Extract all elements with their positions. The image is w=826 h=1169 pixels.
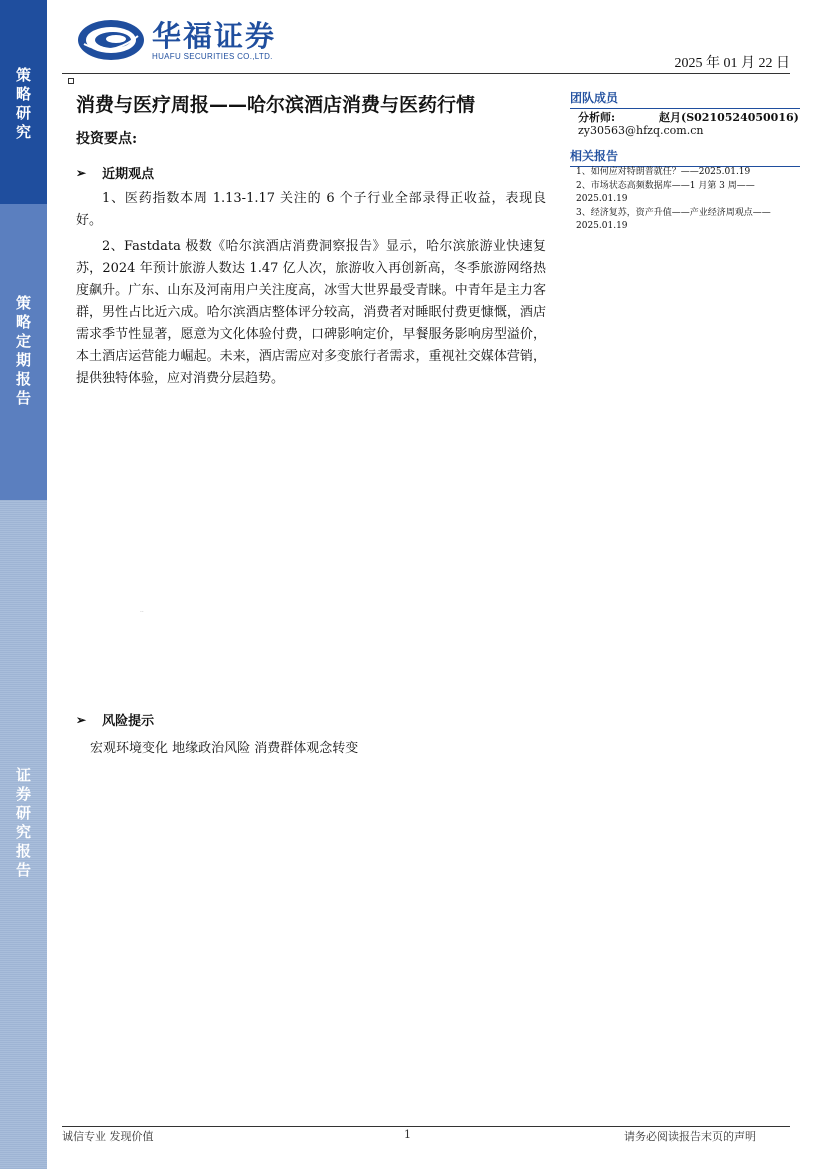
related-report-item[interactable]: 3、经济复苏，资产升值——产业经济周观点——2025.01.19	[576, 207, 771, 231]
investment-points-heading: 投资要点:	[76, 131, 138, 147]
huafu-logo-icon	[76, 18, 146, 62]
logo-text	[152, 20, 276, 61]
paragraph-medical-index: 1、医药指数本周 1.13-1.17 关注的 6 个子行业全部录得正收益，表现良好。	[76, 191, 546, 228]
faint-mark: ··	[140, 609, 144, 616]
left-sidebar	[0, 0, 47, 1169]
logo-name-cn: 华福证券	[152, 18, 277, 53]
sidebar-char: 报	[15, 370, 31, 388]
page-number: 1	[404, 1128, 411, 1141]
sidebar-char: 研	[15, 804, 31, 822]
related-reports-list	[576, 166, 804, 234]
sidebar-char: 策	[15, 66, 31, 84]
sidebar-char: 究	[15, 823, 31, 841]
sidebar-segment-strategy-research	[0, 0, 47, 204]
sidebar-label-strategy-research	[16, 66, 31, 142]
team-members-heading: 团队成员	[570, 89, 800, 109]
sidebar-label-securities-report	[16, 766, 31, 880]
arrow-bullet-icon: ➢	[76, 712, 87, 727]
sidebar-char: 券	[15, 785, 31, 803]
sidebar-char: 略	[15, 313, 31, 331]
sidebar-char: 研	[15, 104, 31, 122]
sidebar-label-strategy-periodic	[16, 294, 31, 408]
report-date: 2025 年 01 月 22 日	[674, 56, 790, 71]
related-report-item[interactable]: 1、如何应对特朗普就任？——2025.01.19	[576, 167, 751, 177]
analyst-email[interactable]: zy30563@hfzq.com.cn	[578, 124, 704, 137]
section-recent-views-heading	[76, 163, 154, 182]
sidebar-char: 略	[15, 85, 31, 103]
sidebar-char: 证	[15, 766, 31, 784]
sidebar-char: 定	[15, 332, 31, 350]
related-reports-heading: 相关报告	[570, 147, 800, 167]
footer-disclaimer: 请务必阅读报告末页的声明	[624, 1130, 756, 1143]
arrow-bullet-icon: ➢	[76, 165, 87, 180]
report-title: 消费与医疗周报——哈尔滨酒店消费与医药行情	[76, 94, 476, 116]
sidebar-char: 告	[15, 861, 31, 879]
sidebar-char: 究	[15, 123, 31, 141]
sidebar-char: 告	[15, 389, 31, 407]
related-report-item[interactable]: 2、市场状态高频数据库——1 月第 3 周——2025.01.19	[576, 180, 755, 204]
sidebar-segment-securities-report	[0, 500, 47, 1169]
section-heading-text: 近期观点	[102, 167, 155, 182]
sidebar-char: 策	[15, 294, 31, 312]
analyst-name: 赵月(S0210524050016)	[659, 111, 799, 124]
bullet-square-icon	[68, 78, 74, 84]
sidebar-char: 报	[15, 842, 31, 860]
footer-divider	[62, 1126, 790, 1127]
company-logo	[76, 18, 276, 62]
header-divider	[62, 73, 790, 74]
sidebar-char: 期	[15, 351, 31, 369]
analyst-label: 分析师:	[578, 111, 616, 124]
footer-slogan: 诚信专业 发现价值	[62, 1130, 154, 1143]
logo-name-en: HUAFU SECURITIES CO.,LTD.	[152, 51, 273, 61]
sidebar-segment-strategy-periodic	[0, 204, 47, 500]
section-risk-heading	[76, 710, 154, 729]
section-heading-text: 风险提示	[102, 714, 155, 729]
paragraph-harbin-hotel: 2、Fastdata 极数《哈尔滨酒店消费洞察报告》显示，哈尔滨旅游业快速复苏，2024 年预计旅游人数达 1.47 亿人次，旅游收入再创新高，冬季旅游网络热度飙升。广东、山东及河南用户关注度高，冰雪大世界最受青睐。中青年是主力客群，男性占比近六成。哈尔滨酒店整体评分较高，消费者对睡眠付费更慷慨，酒店需求季节性显著，愿意为文化体验付费，口碑影响定价，早餐服务影响房型溢价，本土酒店运营能力崛起。未来，酒店需应对多变旅行者需求，重视社交媒体营销，提供独特体验，应对消费分层趋势。	[76, 239, 546, 386]
risk-items: 宏观环境变化 地缘政治风险 消费群体观念转变	[90, 741, 359, 756]
